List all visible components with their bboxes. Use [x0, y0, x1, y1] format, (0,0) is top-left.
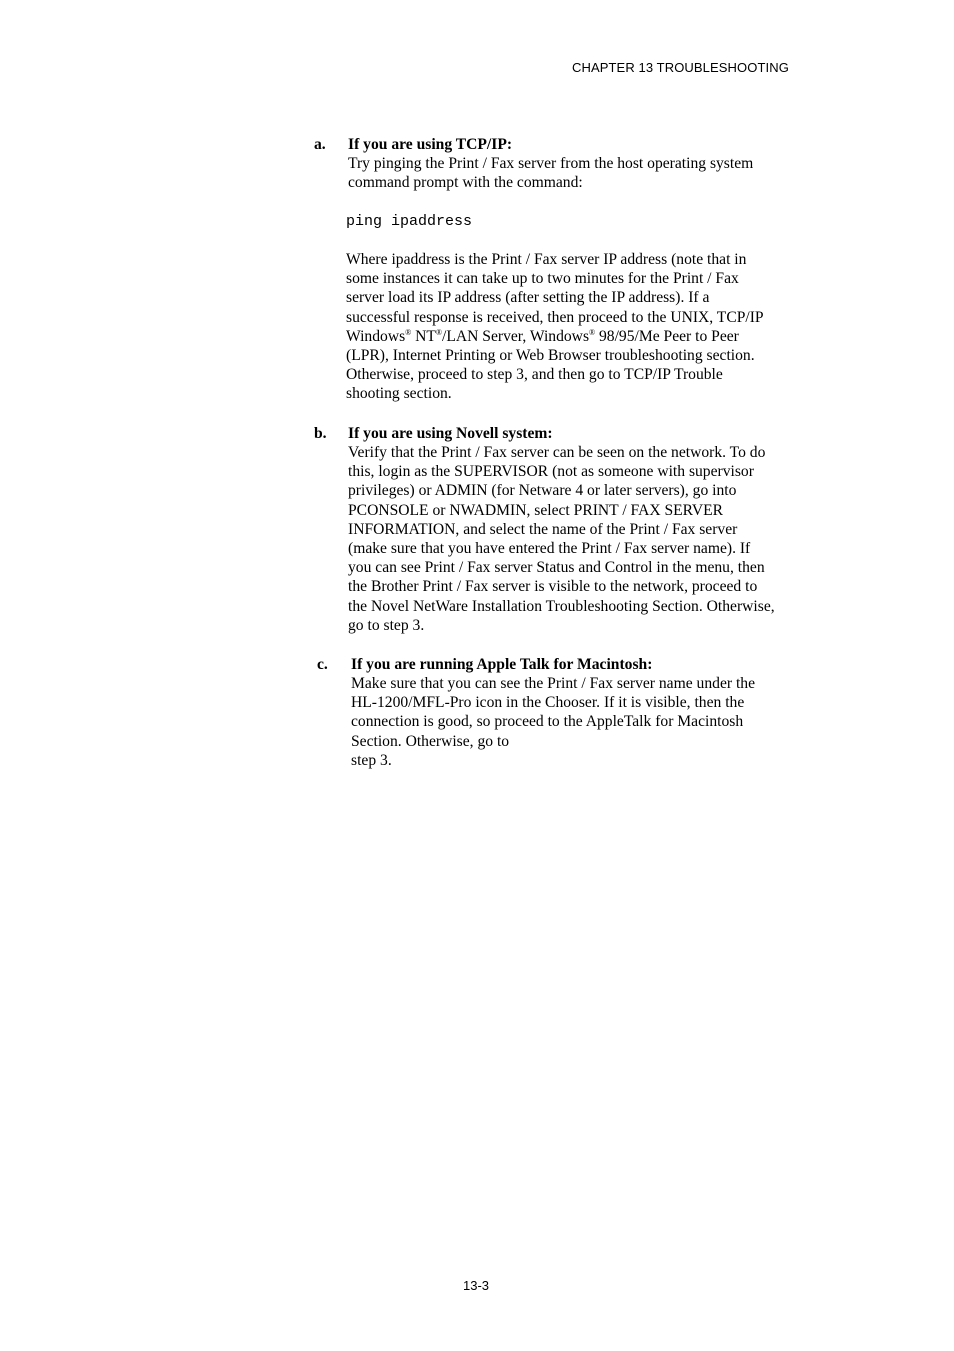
section-a-intro-line: Try pinging the Print / Fax server from the host operating system	[348, 155, 754, 172]
section-b-body-line: PCONSOLE or NWADMIN, select PRINT / FAX SERVER	[348, 501, 724, 519]
section-a-body-line: Otherwise, proceed to step 3, and then go to TCP/IP Trouble	[346, 366, 723, 384]
section-b-body-line: privileges) or ADMIN (for Netware 4 or later servers), go into	[348, 482, 737, 500]
section-b-body	[348, 443, 775, 635]
section-c-body-line: Make sure that you can see the Print / Fax server name under the	[351, 675, 756, 692]
section-b-heading: If you are using Novell system:	[348, 425, 553, 442]
section-a-body-line: (LPR), Internet Printing or Web Browser troubleshooting section.	[346, 347, 755, 365]
registered-mark: ®	[405, 327, 412, 337]
section-a-intro	[348, 154, 753, 192]
lan-server-text: /LAN Server, Windows	[442, 327, 590, 345]
registered-mark: ®	[435, 327, 442, 337]
section-c-body-line: step 3.	[351, 751, 392, 769]
section-b-body-line: the Novel NetWare Installation Troubleshooting Section. Otherwise,	[348, 597, 775, 615]
section-a-body-line-windows	[346, 327, 764, 346]
section-b-body-line: Verify that the Print / Fax server can be seen on the network. To do	[348, 444, 766, 461]
section-b-body-line: you can see Print / Fax server Status and Control in the menu, then	[348, 559, 765, 577]
nt-text: NT	[411, 327, 436, 345]
section-a-body-line: Where ipaddress is the Print / Fax server IP address (note that in	[346, 251, 747, 268]
section-b-body-line: this, login as the SUPERVISOR (not as someone with supervisor	[348, 463, 754, 481]
section-b-body-line: INFORMATION, and select the name of the Print / Fax server	[348, 520, 738, 538]
chapter-header: CHAPTER 13 TROUBLESHOOTING	[572, 60, 789, 75]
page-number: 13-3	[463, 1278, 490, 1293]
section-b-body-line: (make sure that you have entered the Print / Fax server name). If	[348, 540, 751, 558]
section-c-marker: c.	[317, 656, 328, 673]
section-b-body-line: go to step 3.	[348, 616, 425, 634]
ping-command: ping ipaddress	[346, 213, 473, 230]
peer-text: 98/95/Me Peer to Peer	[595, 327, 739, 345]
section-c-body	[351, 674, 755, 770]
section-c-body-line: HL-1200/MFL-Pro icon in the Chooser. If it is visible, then the	[351, 694, 745, 712]
section-a-body-line: shooting section.	[346, 385, 452, 403]
section-a-body-line: some instances it can take up to two minutes for the Print / Fax	[346, 270, 739, 288]
section-c-body-line: connection is good, so proceed to the AppleTalk for Macintosh	[351, 713, 744, 731]
section-a-intro-line: command prompt with the command:	[348, 174, 583, 192]
section-c-heading: If you are running Apple Talk for Macintosh:	[351, 656, 653, 673]
section-b-marker: b.	[314, 425, 327, 442]
section-c-body-line: Section. Otherwise, go to	[351, 732, 510, 750]
section-a-body-line: successful response is received, then proceed to the UNIX, TCP/IP	[346, 308, 764, 326]
section-a-body	[346, 250, 764, 404]
section-a-marker: a.	[314, 136, 326, 153]
section-b-body-line: the Brother Print / Fax server is visible to the network, proceed to	[348, 578, 758, 596]
section-a-body-line: server load its IP address (after setting the IP address). If a	[346, 289, 710, 307]
windows-text: Windows	[346, 327, 406, 345]
registered-mark: ®	[589, 327, 596, 337]
section-a-heading: If you are using TCP/IP:	[348, 136, 513, 153]
